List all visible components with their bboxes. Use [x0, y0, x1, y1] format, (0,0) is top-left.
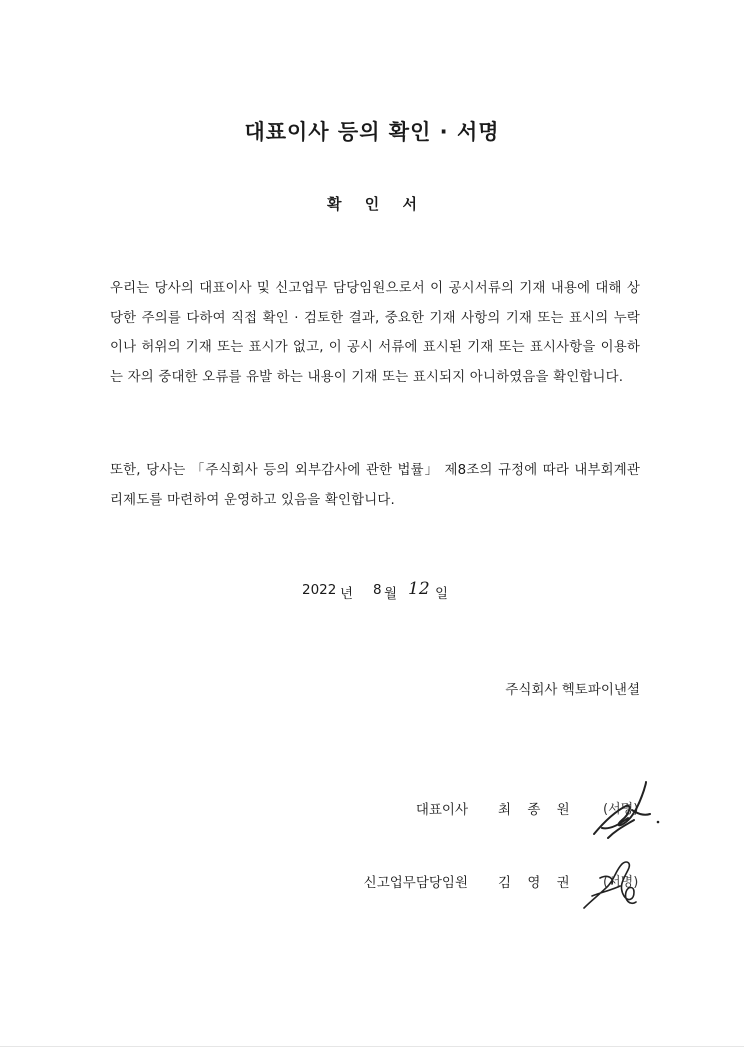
document-title: 대표이사 등의 확인 · 서명 — [244, 120, 500, 144]
internal-control-paragraph: 또한, 당사는 「주식회사 등의 외부감사에 관한 법률」 제8조의 규정에 따라 내부회계관리제도를 마련하여 운영하고 있음을 확인합니다. — [110, 463, 640, 508]
date-month-unit: 월 — [384, 586, 398, 602]
page-bottom-border — [0, 1046, 744, 1047]
confirmation-paragraph: 우리는 당사의 대표이사 및 신고업무 담당임원으로서 이 공시서류의 기재 내용에 대해 상당한 주의를 다하여 직접 확인 · 검토한 결과, 중요한 기재 사항의 기재 또는 표시의 누락이나 허위의 기재 또는 표시가 없고, 이 공시 서류에 표시된 기재 또는 표시사항을 이용하는 자의 중대한 오류를 유발 하는 내용이 기재 또는 표시되지 아니하였음을 확인합니다. — [110, 281, 641, 385]
date-day-handwritten: 12 — [408, 579, 430, 599]
signatory-name: 김 영 권 — [498, 875, 576, 891]
signature-mark-label: (서명) — [603, 875, 639, 890]
signatory-name: 최 종 원 — [498, 802, 576, 818]
handwritten-signature-icon — [588, 780, 662, 842]
signature-mark-label: (서명) — [603, 802, 639, 817]
date-line — [0, 580, 744, 604]
date-month: 8 — [373, 582, 382, 598]
handwritten-signature-icon — [578, 856, 648, 914]
signatory-role: 대표이사 — [415, 802, 468, 818]
date-year: 2022 — [302, 582, 337, 598]
document-subtitle: 확 인 서 — [327, 195, 417, 213]
company-name: 주식회사 헥토파이낸셜 — [505, 682, 640, 698]
date-year-unit: 년 — [340, 586, 354, 602]
date-day-unit: 일 — [435, 586, 449, 602]
signatory-disclosure-officer — [0, 856, 744, 916]
signatory-ceo — [0, 780, 744, 840]
signatory-role: 신고업무담당임원 — [363, 875, 468, 891]
